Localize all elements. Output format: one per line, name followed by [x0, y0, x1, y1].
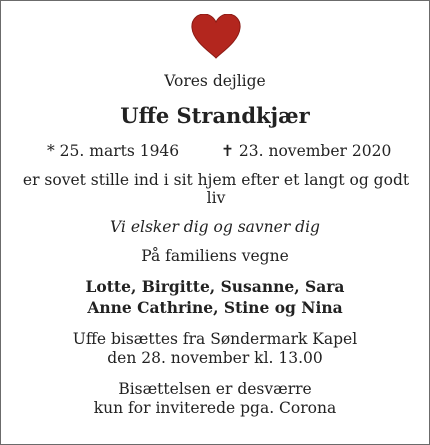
- corona-note-line-1: Bisættelsen er desværre: [118, 380, 312, 398]
- love-line: Vi elsker dig og savner dig: [110, 218, 320, 236]
- passing-sentence: er sovet stille ind i sit hjem efter et langt og godt liv: [22, 171, 410, 207]
- funeral-info-line-1: Uffe bisættes fra Søndermark Kapel: [72, 330, 358, 348]
- intro-text: Vores dejlige: [164, 72, 266, 90]
- heart-shape: [192, 14, 240, 58]
- family-names-line-1: Lotte, Birgitte, Susanne, Sara: [85, 277, 345, 296]
- deceased-name: Uffe Strandkjær: [120, 103, 310, 128]
- funeral-info-line-2: den 28. november kl. 13.00: [107, 349, 323, 367]
- family-names-line-2: Anne Cathrine, Stine og Nina: [87, 298, 343, 317]
- death-date: ✝ 23. november 2020: [221, 142, 392, 160]
- on-behalf-text: På familiens vegne: [141, 247, 289, 265]
- birth-date: * 25. marts 1946: [47, 142, 180, 160]
- corona-note-line-2: kun for inviterede pga. Corona: [93, 399, 337, 417]
- heart-icon: [190, 14, 242, 60]
